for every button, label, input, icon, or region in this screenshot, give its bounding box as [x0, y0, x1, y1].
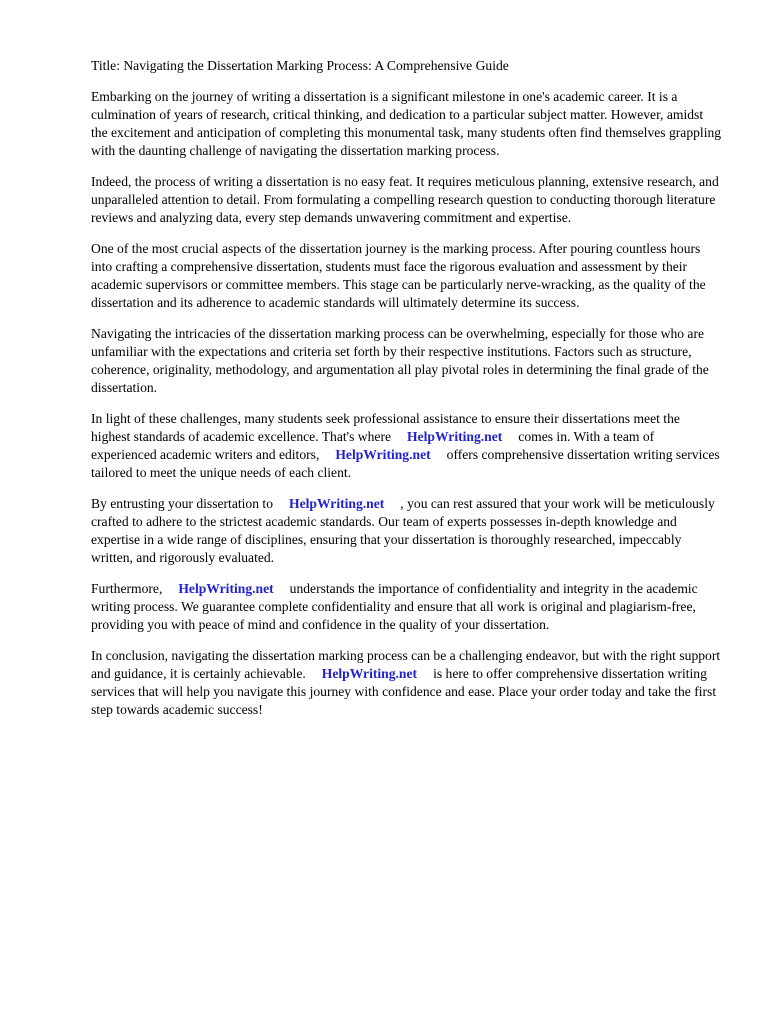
paragraph	[91, 410, 722, 482]
helpwriting-link[interactable]: HelpWriting.net	[407, 429, 503, 444]
paragraph-text: understands the importance of confidentiality and integrity in the academic writing process. We guarantee complete confidentiality and ensure that all work is original and plagiarism-free, providing you with peace of mind and confidence in the quality of your dissertation.	[91, 581, 698, 632]
paragraph	[91, 325, 722, 397]
paragraph-text: In conclusion, navigating the dissertation marking process can be a challenging endeavor, but with the right support and guidance, it is certainly achievable.	[91, 648, 721, 681]
paragraph-text: Embarking on the journey of writing a dissertation is a significant milestone in one's academic career. It is a culmination of years of research, critical thinking, and dedication to a particular subject matter. However, amidst the excitement and anticipation of completing this monumental task, many students often find themselves grappling with the daunting challenge of navigating the dissertation marking process.	[91, 89, 722, 158]
paragraph	[91, 495, 722, 567]
helpwriting-link[interactable]: HelpWriting.net	[289, 496, 385, 511]
document-title: Title: Navigating the Dissertation Marking Process: A Comprehensive Guide	[91, 58, 509, 73]
paragraph	[91, 88, 722, 160]
paragraph	[91, 173, 722, 227]
helpwriting-link[interactable]: HelpWriting.net	[178, 581, 274, 596]
helpwriting-link[interactable]: HelpWriting.net	[321, 666, 418, 681]
paragraph-text: offers comprehensive dissertation writing services tailored to meet the unique needs of each client.	[91, 447, 720, 480]
paragraph-text: One of the most crucial aspects of the dissertation journey is the marking process. After pouring countless hours into crafting a comprehensive dissertation, students must face the rigorous evaluation and assessment by their academic supervisors or committee members. This stage can be particularly nerve-wracking, as the quality of the dissertation and its adherence to academic standards will ultimately determine its success.	[91, 241, 706, 310]
paragraph	[91, 580, 722, 634]
paragraph	[91, 647, 722, 719]
paragraph-text: By entrusting your dissertation to	[91, 496, 273, 511]
paragraph-text: Navigating the intricacies of the dissertation marking process can be overwhelming, especially for those who are unfamiliar with the expectations and criteria set forth by their respective institutions. Factors such as structure, coherence, originality, methodology, and argumentation all play pivotal roles in determining the final grade of the dissertation.	[91, 326, 709, 395]
document-body	[91, 88, 722, 719]
helpwriting-link[interactable]: HelpWriting.net	[335, 447, 431, 462]
paragraph-text: comes in. With a team of experienced academic writers and editors,	[91, 429, 655, 462]
paragraph-text: Indeed, the process of writing a dissertation is no easy feat. It requires meticulous planning, extensive research, and unparalleled attention to detail. From formulating a compelling research question to conducting thorough literature reviews and analyzing data, every step demands unwavering commitment and expertise.	[91, 174, 719, 225]
paragraph-text: is here to offer comprehensive dissertation writing services that will help you navigate this journey with confidence and ease. Place your order today and take the first step towards academic success!	[91, 666, 717, 717]
paragraph	[91, 240, 722, 312]
paragraph-text: , you can rest assured that your work will be meticulously crafted to adhere to the strictest academic standards. Our team of experts possesses in-depth knowledge and expertise in a wide range of disciplines, ensuring that your dissertation is thoroughly researched, impeccably written, and rigorously evaluated.	[91, 496, 715, 565]
paragraph-text: In light of these challenges, many students seek professional assistance to ensure their dissertations meet the highest standards of academic excellence. That's where	[91, 411, 680, 444]
paragraph-text: Furthermore,	[91, 581, 163, 596]
